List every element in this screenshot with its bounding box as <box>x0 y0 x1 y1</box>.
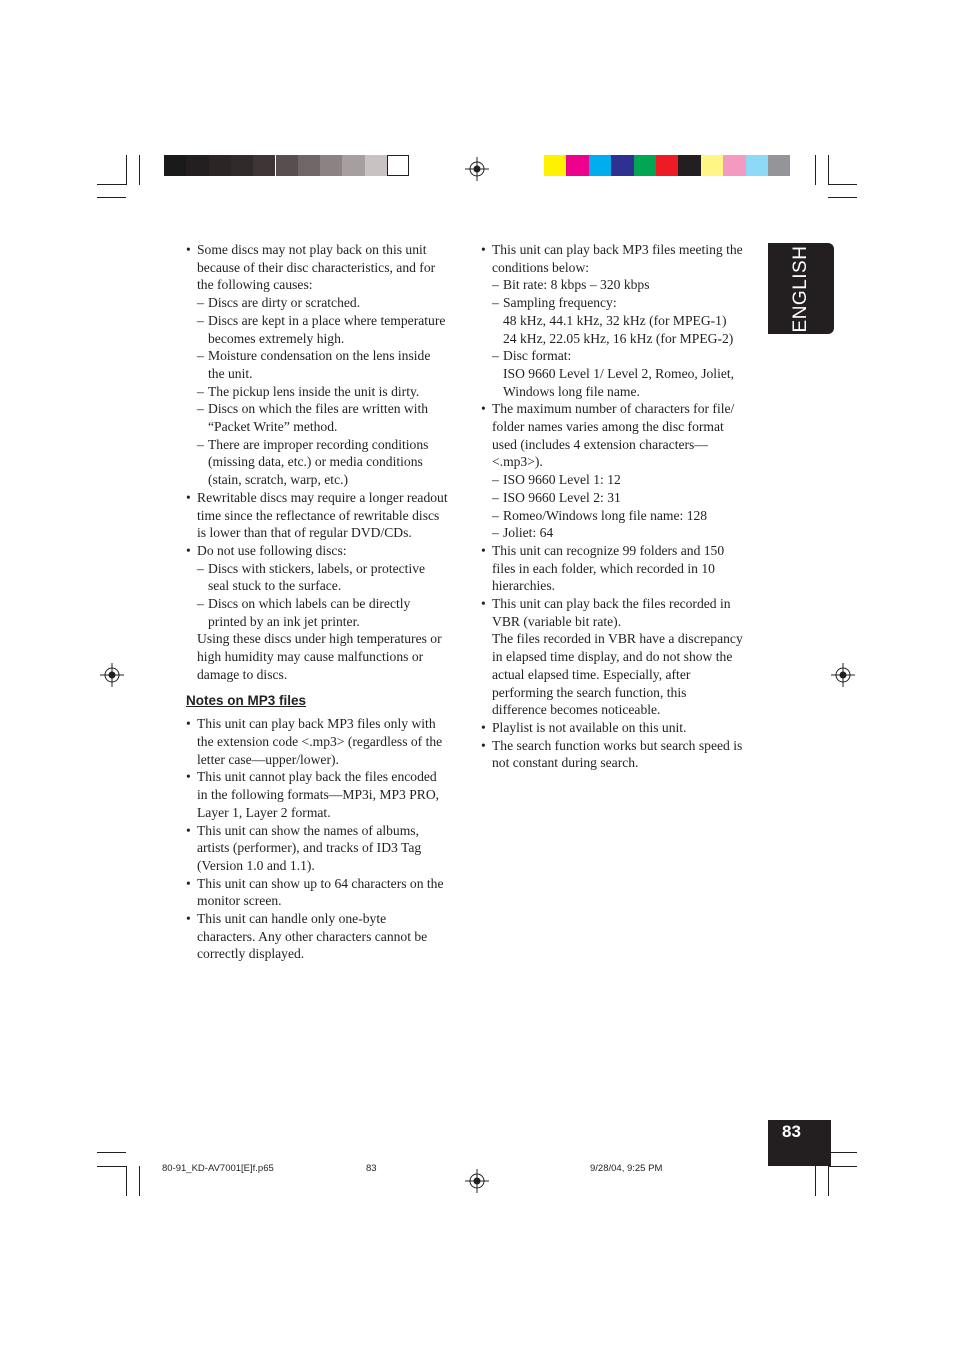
crop-mark <box>97 184 126 185</box>
color-swatch <box>164 155 186 176</box>
text-line: files in each folder, which recorded in 10 <box>492 560 715 576</box>
language-tab <box>768 243 834 334</box>
page-number-box <box>768 1120 831 1166</box>
crop-mark <box>828 1152 857 1153</box>
crop-mark <box>97 1152 126 1153</box>
registration-target-icon <box>100 663 124 687</box>
left-column <box>186 241 468 963</box>
footer-date: 9/28/04, 9:25 PM <box>590 1163 663 1174</box>
text-line: (missing data, etc.) or media conditions <box>208 454 423 470</box>
text-line: Windows long file name. <box>503 383 640 399</box>
text-line: time since the reflectance of rewritable discs <box>197 507 440 523</box>
crop-mark <box>828 184 857 185</box>
text-line: Layer 1, Layer 2 format. <box>197 804 331 820</box>
text-line: actual elapsed time. Especially, after <box>492 666 691 682</box>
color-swatch <box>298 155 320 176</box>
color-swatch <box>634 155 656 176</box>
section-heading-mp3: Notes on MP3 files <box>186 692 307 708</box>
text-line: – Sampling frequency: <box>492 294 766 312</box>
text-line: performing the search function, this <box>492 684 687 700</box>
text-line: VBR (variable bit rate). <box>492 613 622 629</box>
text-line: • This unit can recognize 99 folders and 150 <box>481 542 766 560</box>
color-swatch <box>544 155 566 176</box>
text-line: <.mp3>). <box>492 454 543 470</box>
text-line: – Bit rate: 8 kbps – 320 kbps <box>492 276 766 294</box>
footer-file: 80-91_KD-AV7001[E]f.p65 <box>162 1163 274 1174</box>
text-line: printed by an ink jet printer. <box>208 613 360 629</box>
text-line: is lower than that of regular DVD/CDs. <box>197 525 412 541</box>
text-line: The files recorded in VBR have a discrepancy <box>492 631 743 647</box>
text-line: • This unit cannot play back the files encoded <box>186 768 468 786</box>
text-line: seal stuck to the surface. <box>208 578 342 594</box>
text-line: “Packet Write” method. <box>208 419 338 435</box>
text-line: high humidity may cause malfunctions or <box>197 649 424 665</box>
color-swatch <box>768 155 790 176</box>
text-line: – Romeo/Windows long file name: 128 <box>492 507 766 525</box>
text-line: • This unit can play back MP3 files meeting the <box>481 241 766 259</box>
page-number: 83 <box>782 1122 801 1141</box>
text-line: – Discs are dirty or scratched. <box>197 294 468 312</box>
color-swatch <box>186 155 208 176</box>
color-swatch <box>387 155 409 176</box>
crop-mark <box>97 197 126 198</box>
text-line: ISO 9660 Level 1/ Level 2, Romeo, Joliet, <box>503 365 735 381</box>
text-line: – ISO 9660 Level 2: 31 <box>492 489 766 507</box>
text-line: – There are improper recording conditions <box>197 436 468 454</box>
crop-mark <box>815 1166 816 1196</box>
text-line: 24 kHz, 22.05 kHz, 16 kHz (for MPEG-2) <box>503 330 734 346</box>
color-swatch <box>231 155 253 176</box>
text-line: • This unit can handle only one-byte <box>186 910 468 928</box>
text-line: – Moisture condensation on the lens inside <box>197 347 468 365</box>
text-line: – The pickup lens inside the unit is dirty. <box>197 383 468 401</box>
text-line: monitor screen. <box>197 893 282 909</box>
mp3-notes-list <box>186 715 468 963</box>
text-line: – Joliet: 64 <box>492 524 766 542</box>
mp3-conditions-list <box>481 241 766 772</box>
crop-mark <box>828 155 829 185</box>
text-line: • Playlist is not available on this unit. <box>481 719 766 737</box>
text-line: (stain, scratch, warp, etc.) <box>208 472 349 488</box>
text-line: used (includes 4 extension characters— <box>492 436 708 452</box>
disc-notes-list <box>186 241 468 684</box>
text-line: in elapsed time display, and do not show the <box>492 649 733 665</box>
text-line: • This unit can show up to 64 characters on the <box>186 875 468 893</box>
text-line: characters. Any other characters cannot be <box>197 928 428 944</box>
text-line: • This unit can play back MP3 files only with <box>186 715 468 733</box>
text-line: • This unit can play back the files recorded in <box>481 595 766 613</box>
crop-mark <box>815 155 816 185</box>
text-line: – ISO 9660 Level 1: 12 <box>492 471 766 489</box>
text-line: • This unit can show the names of albums, <box>186 822 468 840</box>
crop-mark <box>126 1166 127 1196</box>
text-line: correctly displayed. <box>197 946 305 962</box>
crop-mark <box>828 1166 857 1167</box>
color-swatch <box>253 155 275 176</box>
crop-mark <box>828 197 857 198</box>
footer-page: 83 <box>366 1163 377 1174</box>
text-line: because of their disc characteristics, and for <box>197 259 436 275</box>
text-line: – Disc format: <box>492 347 766 365</box>
text-line: difference becomes noticeable. <box>492 702 661 718</box>
text-line: the unit. <box>208 365 253 381</box>
registration-target-icon <box>465 157 489 181</box>
text-line: • Do not use following discs: <box>186 542 468 560</box>
text-line: artists (performer), and tracks of ID3 Tag <box>197 840 422 856</box>
text-line: • The maximum number of characters for file/ <box>481 400 766 418</box>
right-column <box>481 241 766 772</box>
text-line: becomes extremely high. <box>208 330 345 346</box>
color-swatch <box>209 155 231 176</box>
text-line: – Discs with stickers, labels, or protective <box>197 560 468 578</box>
color-swatch <box>723 155 745 176</box>
color-swatch <box>678 155 700 176</box>
color-swatch <box>746 155 768 176</box>
text-line: (Version 1.0 and 1.1). <box>197 857 315 873</box>
color-swatch <box>566 155 588 176</box>
crop-mark <box>828 1166 829 1196</box>
text-line: conditions below: <box>492 259 590 275</box>
color-swatch <box>320 155 342 176</box>
crop-mark <box>139 1166 140 1196</box>
text-line: • Rewritable discs may require a longer readout <box>186 489 468 507</box>
text-line: Using these discs under high temperatures or <box>197 631 442 647</box>
text-line: in the following formats—MP3i, MP3 PRO, <box>197 787 440 803</box>
text-line: the extension code <.mp3> (regardless of the <box>197 733 443 749</box>
color-swatch <box>589 155 611 176</box>
registration-target-icon <box>831 663 855 687</box>
language-tab-label: ENGLISH <box>790 245 811 332</box>
color-swatch <box>611 155 633 176</box>
color-swatch <box>656 155 678 176</box>
text-line: hierarchies. <box>492 578 556 594</box>
text-line: letter case—upper/lower). <box>197 751 339 767</box>
text-line: folder names varies among the disc format <box>492 419 724 435</box>
crop-mark <box>139 155 140 185</box>
color-swatch <box>342 155 364 176</box>
color-swatch <box>276 155 298 176</box>
text-line: • The search function works but search speed is <box>481 737 766 755</box>
text-line: damage to discs. <box>197 666 288 682</box>
color-swatch <box>701 155 723 176</box>
registration-target-icon <box>465 1169 489 1193</box>
text-line: – Discs on which labels can be directly <box>197 595 468 613</box>
crop-mark <box>126 155 127 185</box>
crop-mark <box>97 1166 126 1167</box>
color-swatch <box>365 155 387 176</box>
text-line: – Discs are kept in a place where temperature <box>197 312 468 330</box>
text-line: 48 kHz, 44.1 kHz, 32 kHz (for MPEG-1) <box>503 312 727 328</box>
text-line: – Discs on which the files are written with <box>197 400 468 418</box>
text-line: the following causes: <box>197 277 313 293</box>
text-line: • Some discs may not play back on this unit <box>186 241 468 259</box>
text-line: not constant during search. <box>492 755 639 771</box>
